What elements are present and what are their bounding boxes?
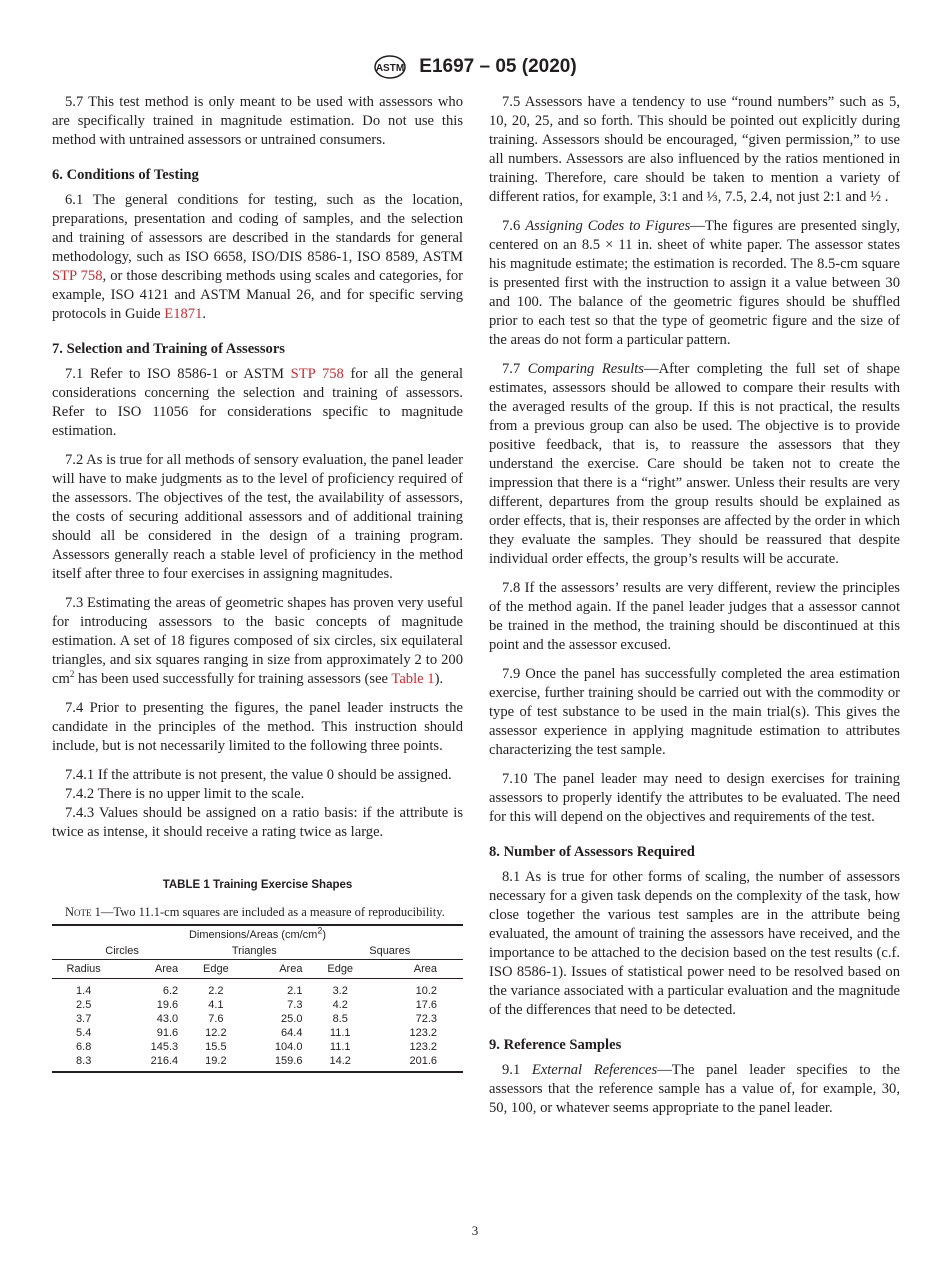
text: 5.7 This test method is only meant to be used with assessors who are specifically trained in magnitude estimation. Do not use this method with untrained assessors or untrained consumers. — [52, 94, 463, 148]
text: —After completing the full set of shape estimates, assessors should be allowed to compare their results with the averaged results of the group. If this is not practical, the results from a previous group can also be used. The objective is to provide positive feedback, that is, to reassure the assessors that they understand the exercise. Care should be taken not to create the impression that there is a “right” answer. Unless their results are very different, departures from the group results should be explained as order effects, that is, their responses are affected by the order in which they evaluate the samples. They should be reassured that despite individual order effects, the group’s results will be accurate. — [489, 361, 901, 567]
table-cell: 8.5 — [332, 1013, 348, 1025]
italic-term: Comparing Results — [527, 361, 644, 377]
column-header: Radius — [52, 960, 115, 979]
table-cell: 43.0 — [156, 1013, 179, 1025]
column-header: Area — [115, 960, 192, 979]
column-header: Area — [240, 960, 317, 979]
text: 8. Number of Assessors Required — [489, 844, 695, 860]
paragraph — [489, 770, 900, 827]
table-cell: 4.2 — [332, 999, 348, 1011]
table-row — [52, 1040, 463, 1054]
column-header: Edge — [192, 960, 240, 979]
text: —The panel leader specifies to the assessors that the reference sample has a value of, for example, 30, 50, 100, or whatever seems appropriate to the panel leader. — [489, 1062, 901, 1116]
paragraph — [52, 785, 463, 804]
text: 6.1 The general conditions for testing, such as the location, preparations, presentation and coding of samples, and the selection and training of assessors are described in the standards for general methodology, such as ISO 6658, ISO/DIS 8586-1, ISO 8589, ASTM — [52, 192, 463, 265]
table-cell: 104.0 — [274, 1041, 303, 1053]
text: 7.1 Refer to ISO 8586-1 or ASTM — [65, 366, 291, 382]
table-cell: 6.8 — [76, 1041, 92, 1053]
table-cell: 19.6 — [156, 999, 179, 1011]
text: ). — [434, 671, 444, 687]
text: 6. Conditions of Testing — [52, 167, 199, 183]
paragraph — [52, 766, 463, 785]
text: 7.10 The panel leader may need to design exercises for training assessors to properly identify the attributes to be evaluated. The need for this will depend on the objectives and requirements of the test. — [489, 771, 900, 825]
text: 7.7 — [502, 361, 528, 377]
reference-link[interactable]: Table 1 — [391, 671, 435, 687]
page-header — [0, 54, 950, 80]
text: for all the general considerations concerning the selection and training of assessors. Refer to ISO 11056 for considerations specific to magnitude estimation. — [52, 366, 463, 439]
paragraph — [52, 699, 463, 756]
table-cell: 15.5 — [205, 1041, 227, 1053]
text: 7.4 Prior to presenting the figures, the panel leader instructs the candidate in the principles of the method. This instruction should include, but is not necessarily limited to the following three points. — [52, 700, 463, 754]
reference-link[interactable]: STP 758 — [290, 366, 344, 382]
text: 7.2 As is true for all methods of sensory evaluation, the panel leader will have to make judgments as to the level of proficiency required of the assessors. The objectives of the test, the availability of assessors, the costs of securing additional assessors and of additional training should all be considered in the design of a training program. Assessors generally reach a stable level of proficiency in the method itself after three to four exercises in assigning magnitudes. — [52, 452, 463, 582]
table-note — [52, 905, 463, 920]
right-column — [489, 93, 900, 1128]
group-triangles: Triangles — [192, 943, 316, 960]
reference-link[interactable]: E1871 — [164, 306, 203, 322]
text: 7.4.2 There is no upper limit to the scale. — [65, 786, 305, 802]
paragraph — [489, 93, 900, 207]
table-row — [52, 1026, 463, 1040]
column-header: Edge — [316, 960, 364, 979]
table-cell: 159.6 — [274, 1055, 303, 1067]
paragraph — [52, 451, 463, 584]
super-header-end: ) — [322, 929, 327, 941]
paragraph — [489, 665, 900, 760]
text: , or those describing methods using scales and categories, for example, ISO 4121 and ASTM Manual 26, and for specific serving protocols in Guide — [52, 268, 463, 322]
text: 8.1 As is true for other forms of scaling, the number of assessors necessary for a given task depends on the complexity of the task, how close together the various test samples are in the attribute being evaluated, the amount of training the assessors have received, and the importance to be attached to the decision based on the test results (c.f. ISO 8586-1). Issues of statistical power need to be resolved based on the variance associated with a particular evaluation and the magnitude of the differences that need to be detected. — [489, 869, 900, 1018]
table-cell: 3.2 — [332, 985, 348, 997]
table-cell: 14.2 — [329, 1055, 351, 1067]
table-row — [52, 1054, 463, 1072]
table-cell: 6.2 — [162, 985, 179, 997]
group-circles: Circles — [52, 943, 192, 960]
table-cell: 2.5 — [76, 999, 92, 1011]
table-cell: 64.4 — [281, 1027, 303, 1039]
text: 7.9 Once the panel has successfully completed the area estimation exercise, further training should be carried out with the commodity or type of test substance to be used in the main trial(s). This gives the assessor experience in applying magnitude estimation to attributes characterizing the test sample. — [489, 666, 900, 758]
text: 7.4.1 If the attribute is not present, the value 0 should be assigned. — [65, 767, 452, 783]
paragraph — [52, 365, 463, 441]
table-cell: 216.4 — [150, 1055, 179, 1067]
superscript: 2 — [69, 669, 75, 680]
paragraph — [52, 594, 463, 689]
italic-term: External References — [531, 1062, 658, 1078]
page-number: 3 — [471, 1223, 479, 1238]
table-row — [52, 1012, 463, 1026]
table-cell: 123.2 — [409, 1041, 437, 1053]
super-header — [52, 925, 463, 943]
section-heading — [489, 843, 900, 862]
paragraph — [489, 579, 900, 655]
group-squares: Squares — [316, 943, 463, 960]
table-cell: 4.1 — [208, 999, 224, 1011]
super-header-sup: 2 — [317, 925, 323, 936]
shapes-table — [52, 924, 463, 1073]
left-column — [52, 93, 463, 1073]
paragraph — [52, 804, 463, 842]
section-heading — [52, 340, 463, 359]
table-cell: 7.3 — [287, 999, 303, 1011]
text: 9. Reference Samples — [489, 1037, 622, 1053]
reference-link[interactable]: STP 758 — [52, 268, 103, 284]
table-row — [52, 979, 463, 999]
text: 7.5 Assessors have a tendency to use “round numbers” such as 5, 10, 20, 25, and so forth. This should be pointed out explicitly during training. Assessors should be encouraged, “given permission,” to use all numbers. Assessors are also influenced by the ratios mentioned in training. Therefore, care should be taken to mention a variety of different ratios, for example, 3:1 and ⅓, 7.5, 2.4, not just 2:1 and ½ . — [489, 94, 900, 205]
table-cell: 8.3 — [76, 1055, 92, 1067]
paragraph — [489, 360, 900, 569]
text: 7.8 If the assessors’ results are very different, review the principles of the method again. If the panel leader judges that a assessor cannot be trained in the method, the training should be discontinued at this point and the assessor excused. — [489, 580, 900, 653]
table-cell: 10.2 — [415, 985, 437, 997]
text: 7.3 Estimating the areas of geometric shapes has proven very useful for introducing assessors to the basic concepts of magnitude estimation. A set of 18 figures composed of six circles, six equilateral triangles, and six squares ranging in size from approximately 2 to 200 cm — [52, 595, 463, 687]
text: has been used successfully for training assessors (see — [74, 671, 392, 687]
paragraph — [52, 191, 463, 324]
table-cell: 5.4 — [76, 1027, 92, 1039]
table-cell: 11.1 — [329, 1027, 351, 1039]
section-heading — [489, 1036, 900, 1055]
text: —The figures are presented singly, centered on an 8.5 × 11 in. sheet of white paper. The assessor states his magnitude estimate; the estimation is recorded. The 8.5-cm square is presented first with the instruction to assign it a value between 30 and 100. The balance of the geometric figures should be shuffled prior to each test so that the type of geometric figure and the size of the areas do not form a particular pattern. — [489, 218, 900, 348]
table-cell: 11.1 — [329, 1041, 351, 1053]
paragraph — [489, 1061, 900, 1118]
text: 7.4.3 Values should be assigned on a ratio basis: if the attribute is twice as intense, it should receive a rating twice as large. — [52, 805, 463, 840]
paragraph — [489, 868, 900, 1020]
table-cell: 17.6 — [415, 999, 437, 1011]
table-cell: 201.6 — [409, 1055, 437, 1067]
paragraph — [52, 93, 463, 150]
table-cell: 25.0 — [281, 1013, 303, 1025]
table-cell: 12.2 — [205, 1027, 227, 1039]
astm-logo-icon — [373, 54, 407, 80]
table-title: TABLE 1 Training Exercise Shapes — [162, 879, 353, 891]
table-1 — [52, 876, 463, 1073]
italic-term: Assigning Codes to Figures — [525, 218, 691, 234]
table-cell: 72.3 — [415, 1013, 437, 1025]
text: 9.1 — [502, 1062, 532, 1078]
note-label: Note 1 — [65, 905, 101, 919]
text: . — [202, 306, 207, 322]
table-cell: 7.6 — [208, 1013, 224, 1025]
table-cell: 2.1 — [287, 985, 303, 997]
section-heading — [52, 166, 463, 185]
table-cell: 91.6 — [156, 1027, 179, 1039]
text: 7.6 — [502, 218, 526, 234]
table-cell: 123.2 — [409, 1027, 437, 1039]
table-row — [52, 998, 463, 1012]
table-cell: 1.4 — [76, 985, 92, 997]
table-cell: 3.7 — [76, 1013, 92, 1025]
table-cell: 2.2 — [208, 985, 224, 997]
table-cell: 145.3 — [150, 1041, 179, 1053]
table-cell: 19.2 — [205, 1055, 227, 1067]
svg-text:ASTM: ASTM — [376, 63, 405, 74]
column-header: Area — [364, 960, 463, 979]
paragraph — [489, 217, 900, 350]
super-header-text: Dimensions/Areas (cm/cm — [188, 929, 318, 941]
standard-designation: E1697 – 05 (2020) — [419, 56, 577, 77]
note-text: —Two 11.1-cm squares are included as a measure of reproducibility. — [100, 905, 445, 919]
text: 7. Selection and Training of Assessors — [52, 341, 285, 357]
